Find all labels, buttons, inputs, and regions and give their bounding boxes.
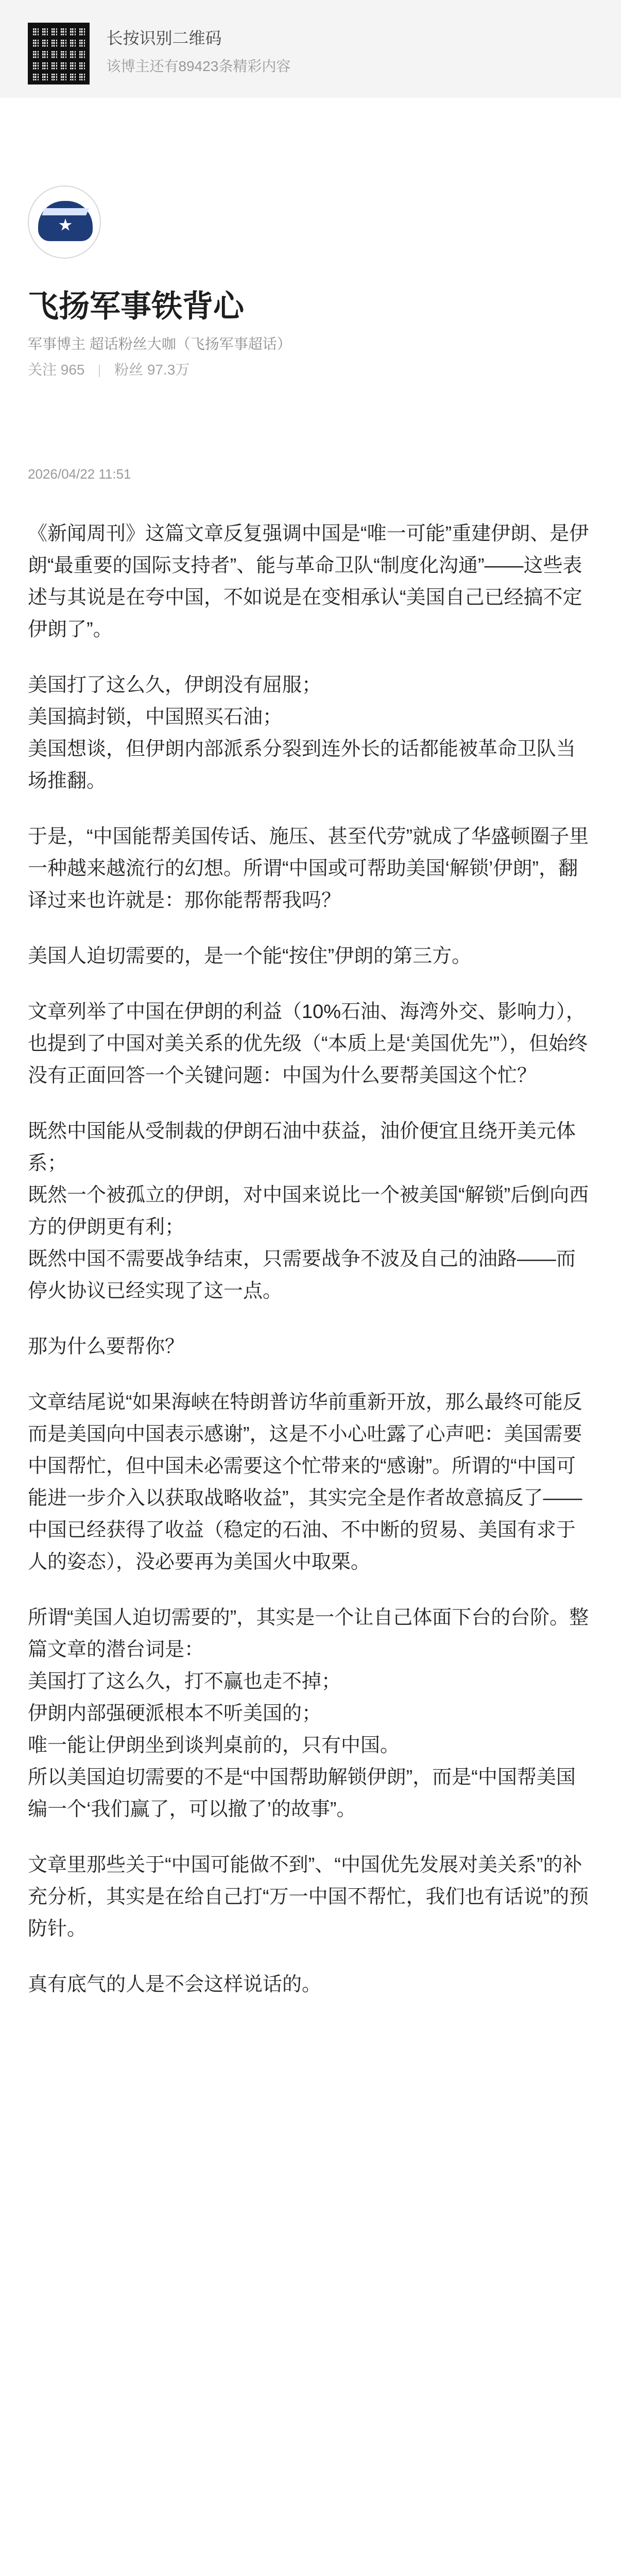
header-title: 长按识别二维码 [106, 29, 222, 47]
article-paragraph-9: 所谓“美国人迫切需要的”，其实是一个让自己体面下台的台阶。整篇文章的潜台词是： 美国打了这么久，打不赢也走不掉； 伊朗内部强硬派根本不听美国的； 唯一能让伊朗坐到谈判桌前的，只有中国。 所以美国迫切需要的不是“中国帮助解锁伊朗”，而是“中国帮美国编一个‘我们赢了，可以撤了’的故事”。 [28, 1607, 589, 1820]
article-body [28, 518, 593, 2001]
stats-divider [99, 365, 100, 377]
account-stats [28, 360, 593, 380]
avatar-wing-icon [42, 208, 89, 215]
avatar[interactable] [28, 185, 101, 259]
header-text-group [106, 27, 290, 77]
article-paragraph-6: 既然中国能从受制裁的伊朗石油中获益，油价便宜且绕开美元体系； 既然一个被孤立的伊朗，对中国来说比一个被美国“解锁”后倒向西方的伊朗更有利； 既然中国不需要战争结束，只需要战争不波及自己的油路——而停火协议已经实现了这一点。 [28, 1121, 589, 1302]
header-qr-code [28, 23, 90, 84]
follow-count[interactable]: 关注 965 [28, 362, 85, 378]
publish-time: 2026/04/22 11:51 [28, 466, 131, 482]
account-name[interactable]: 飞扬军事铁背心 [28, 289, 244, 324]
article-paragraph-5: 文章列举了中国在伊朗的利益（10%石油、海湾外交、影响力），也提到了中国对美关系的优先级（“本质上是‘美国优先’”），但始终没有正面回答一个关键问题：中国为什么要帮美国这个忙？ [28, 1001, 588, 1087]
article-paragraph-1: 《新闻周刊》这篇文章反复强调中国是“唯一可能”重建伊朗、是伊朗“最重要的国际支持者”、能与革命卫队“制度化沟通”——这些表述与其说是在夸中国，不如说是在变相承认“美国自己已经搞不定伊朗了”。 [28, 523, 589, 640]
article-paragraph-7: 那为什么要帮你？ [28, 1336, 185, 1358]
article-paragraph-10: 文章里那些关于“中国可能做不到”、“中国优先发展对美关系”的补充分析，其实是在给自己打“万一中国不帮忙，我们也有话说”的预防针。 [28, 1854, 589, 1940]
article-paragraph-11: 真有底气的人是不会这样说话的。 [28, 1974, 322, 1995]
article-paragraph-8: 文章结尾说“如果海峡在特朗普访华前重新开放，那么最终可能反而是美国向中国表示感谢”，这是不小心吐露了心声吧：美国需要中国帮忙，但中国未必需要这个忙带来的“感谢”。所谓的“中国可能进一步介入以获取战略收益”，其实完全是作者故意搞反了——中国已经获得了收益（稳定的石油、不中断的贸易、美国有求于人的姿态），没必要再为美国火中取栗。 [28, 1392, 582, 1573]
qr-header [0, 0, 621, 98]
article-paragraph-2: 美国打了这么久，伊朗没有屈服； 美国搞封锁，中国照买石油； 美国想谈，但伊朗内部派系分裂到连外长的话都能被革命卫队当场推翻。 [28, 674, 576, 792]
header-subtitle: 该博主还有89423条精彩内容 [106, 58, 291, 74]
profile-section [28, 185, 593, 380]
article-paragraph-3: 于是，“中国能帮美国传话、施压、甚至代劳”就成了华盛顿圈子里一种越来越流行的幻想。所谓“中国或可帮助美国‘解锁’伊朗”，翻译过来也许就是：那你能帮帮我吗？ [28, 826, 589, 911]
article-paragraph-4: 美国人迫切需要的，是一个能“按住”伊朗的第三方。 [28, 945, 472, 967]
fan-count[interactable]: 粉丝 97.3万 [114, 362, 190, 378]
account-description: 军事博主 超话粉丝大咖（飞扬军事超话） [28, 336, 291, 352]
